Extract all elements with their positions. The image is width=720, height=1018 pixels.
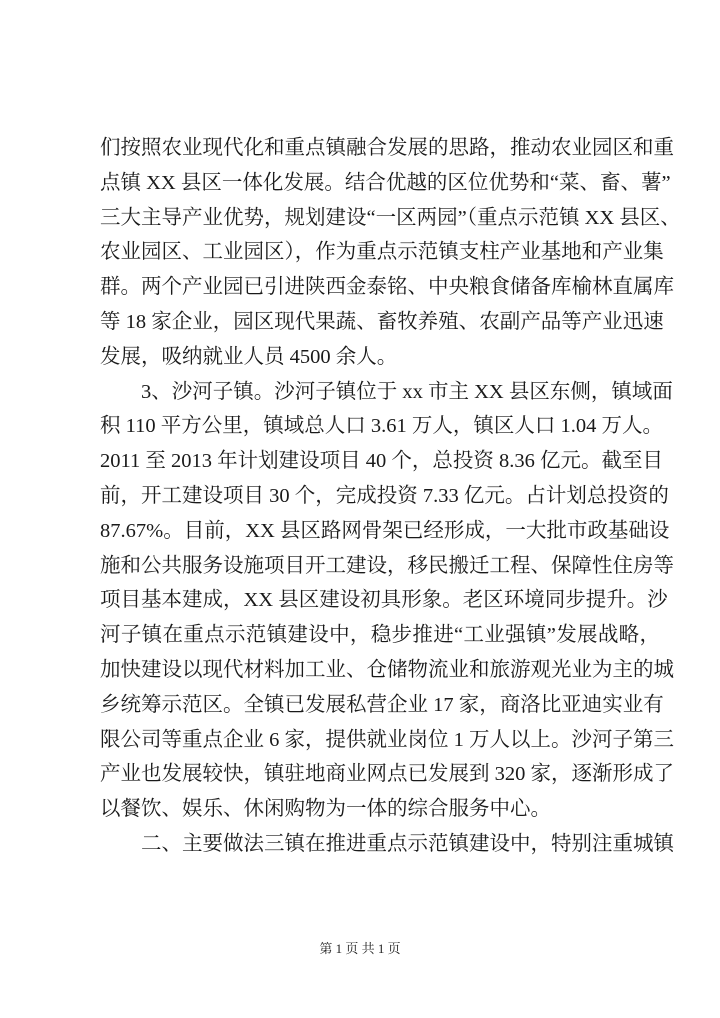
text-line: 2011 至 2013 年计划建设项目 40 个，总投资 8.36 亿元。截至目 — [100, 450, 663, 473]
text-line: 乡统筹示范区。全镇已发展私营企业 17 家，商洛比亚迪实业有 — [100, 693, 664, 716]
text-line: 积 110 平方公里，镇域总人口 3.61 万人，镇区人口 1.04 万人。 — [100, 415, 663, 438]
text-line: 项目基本建成，XX 县区建设初具形象。老区环境同步提升。沙 — [100, 589, 668, 612]
text-line: 二、主要做法三镇在推进重点示范镇建设中，特别注重城镇 — [141, 832, 674, 855]
text-line: 限公司等重点企业 6 家，提供就业岗位 1 万人以上。沙河子第三 — [100, 728, 674, 751]
text-line: 前，开工建设项目 30 个，完成投资 7.33 亿元。占计划总投资的 — [100, 484, 669, 507]
text-line: 群。两个产业园已引进陕西金泰铭、中央粮食储备库榆林直属库 — [100, 276, 674, 299]
text-line: 发展，吸纳就业人员 4500 余人。 — [100, 345, 398, 368]
page-footer: 第 1 页 共 1 页 — [319, 941, 401, 956]
document-body — [100, 131, 681, 862]
text-line: 河子镇在重点示范镇建设中，稳步推进“工业强镇”发展战略， — [100, 624, 660, 647]
text-line: 加快建设以现代材料加工业、仓储物流业和旅游观光业为主的城 — [100, 658, 674, 681]
text-line: 87.67%。目前，XX 县区路网骨架已经形成，一大批市政基础设 — [100, 519, 670, 542]
text-line: 产业也发展较快，镇驻地商业网点已发展到 320 家，逐渐形成了 — [100, 763, 674, 786]
text-line: 等 18 家企业，园区现代果蔬、畜牧养殖、农副产品等产业迅速 — [100, 310, 664, 333]
text-line: 三大主导产业优势，规划建设“一区两园”（重点示范镇 XX 县区、 — [100, 206, 681, 229]
text-line: 以餐饮、娱乐、休闲购物为一体的综合服务中心。 — [100, 798, 551, 821]
text-line: 施和公共服务设施项目开工建设，移民搬迁工程、保障性住房等 — [100, 554, 674, 577]
text-line: 农业园区、工业园区），作为重点示范镇支柱产业基地和产业集 — [100, 241, 664, 264]
text-line: 们按照农业现代化和重点镇融合发展的思路，推动农业园区和重 — [100, 137, 674, 159]
text-line: 3、沙河子镇。沙河子镇位于 xx 市主 XX 县区东侧，镇域面 — [141, 380, 673, 403]
text-line: 点镇 XX 县区一体化发展。结合优越的区位优势和“菜、畜、薯” — [100, 171, 671, 194]
